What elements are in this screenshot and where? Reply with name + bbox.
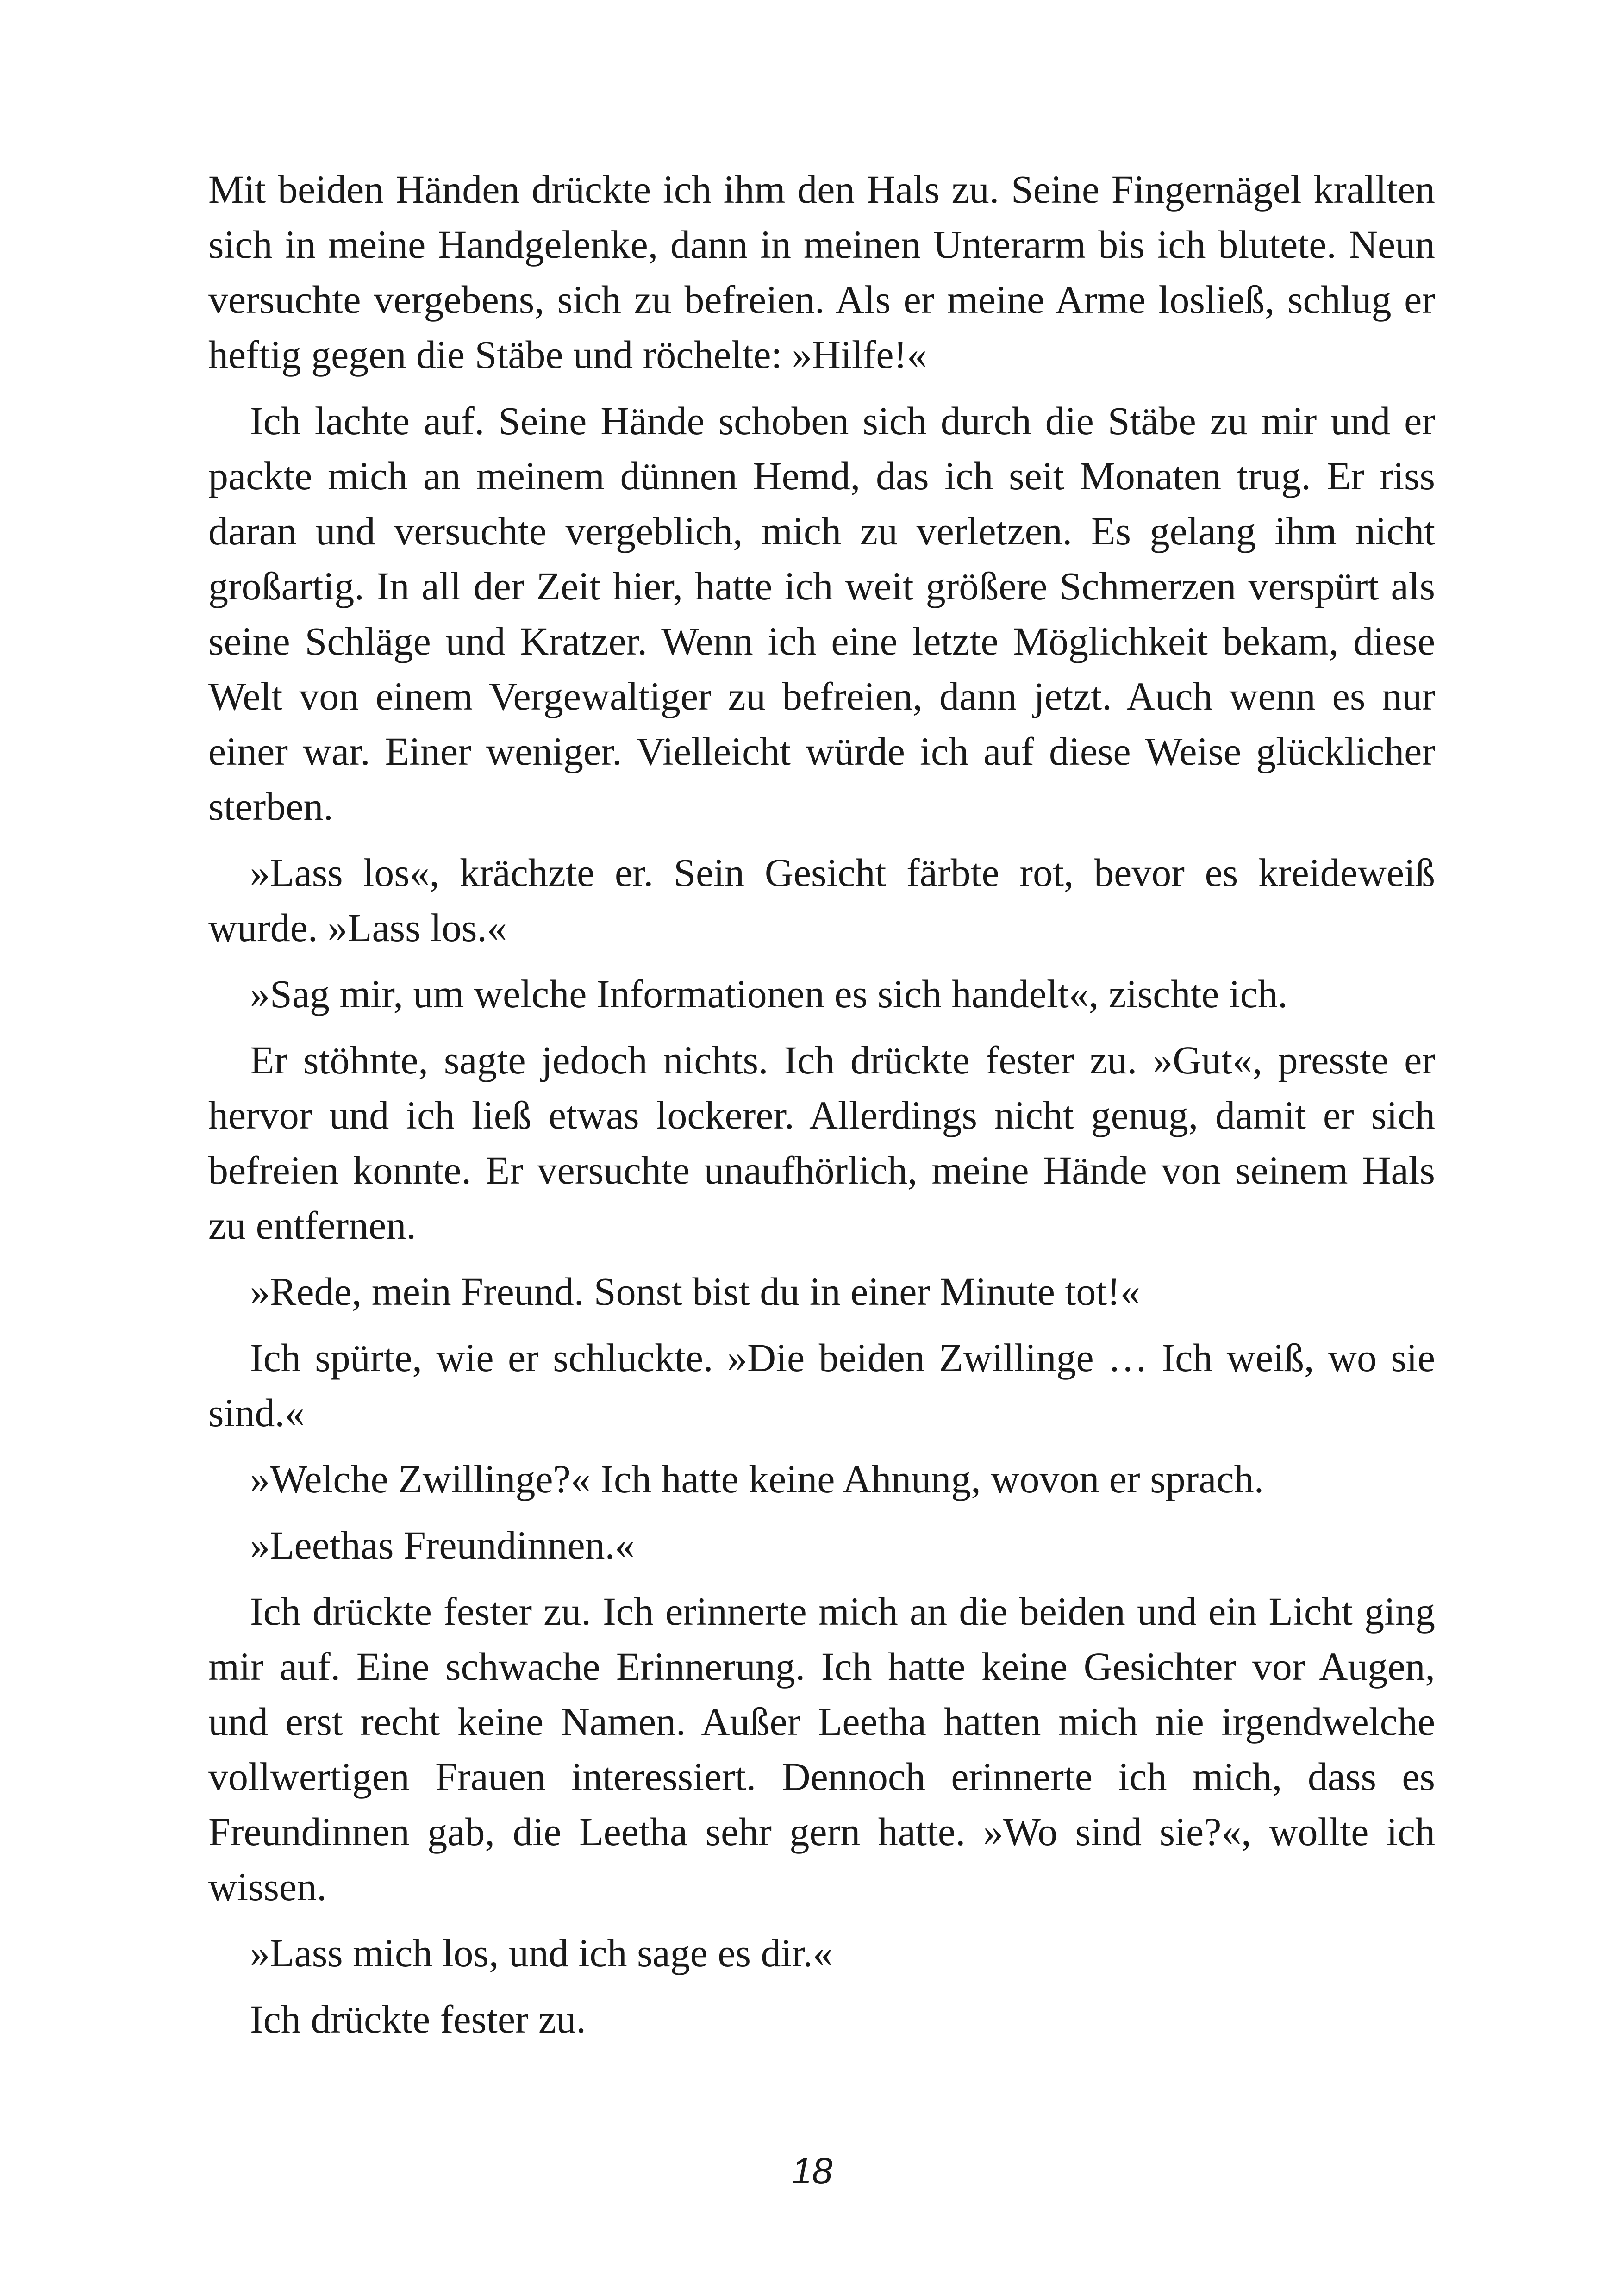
paragraph: Ich drückte fester zu. Ich erinnerte mich an die beiden und ein Licht ging mir auf. Eine schwache Erinnerung. Ich hatte keine Gesichter vor Augen, und erst recht keine Namen. Außer Leetha hatten mich nie irgendwelche vollwertigen Frauen interessiert. Dennoch erinnerte ich mich, dass es Freundinnen gab, die Leetha sehr gern hatte. »Wo sind sie?«, wollte ich wissen. xyxy=(208,1589,1435,1909)
paragraph: »Leethas Freundinnen.« xyxy=(250,1523,635,1567)
paragraph: »Sag mir, um welche Informationen es sich handelt«, zischte ich. xyxy=(250,972,1288,1016)
paragraph: Ich drückte fester zu. xyxy=(250,1997,586,2041)
page-number: 18 xyxy=(791,2150,833,2191)
paragraph: »Welche Zwillinge?« Ich hatte keine Ahnung, wovon er sprach. xyxy=(250,1457,1264,1501)
paragraph: »Lass los«, krächzte er. Sein Gesicht färbte rot, bevor es kreideweiß wurde. »Lass los.« xyxy=(208,850,1435,950)
paragraph: »Lass mich los, und ich sage es dir.« xyxy=(250,1931,833,1975)
paragraph: Mit beiden Händen drückte ich ihm den Hals zu. Seine Fingernägel krallten sich in meine Handgelenke, dann in meinen Unterarm bis ich blutete. Neun versuchte vergebens, sich zu befreien. Als er meine Arme losließ, schlug er heftig gegen die Stäbe und röchelte: »Hilfe!« xyxy=(208,167,1435,377)
paragraph: »Rede, mein Freund. Sonst bist du in einer Minute tot!« xyxy=(250,1269,1140,1314)
paragraph: Ich spürte, wie er schluckte. »Die beiden Zwillinge … Ich weiß, wo sie sind.« xyxy=(208,1335,1435,1435)
body-text xyxy=(208,162,1435,2058)
paragraph: Er stöhnte, sagte jedoch nichts. Ich drückte fester zu. »Gut«, presste er hervor und ich ließ etwas lockerer. Allerdings nicht genug, damit er sich befreien konnte. Er versuchte unaufhörlich, meine Hände von seinem Hals zu entfernen. xyxy=(208,1038,1435,1247)
paragraph: Ich lachte auf. Seine Hände schoben sich durch die Stäbe zu mir und er packte mich an meinem dünnen Hemd, das ich seit Monaten trug. Er riss daran und versuchte vergeblich, mich zu verletzen. Es gelang ihm nicht großartig. In all der Zeit hier, hatte ich weit größere Schmerzen verspürt als seine Schläge und Kratzer. Wenn ich eine letzte Möglichkeit bekam, diese Welt von einem Vergewaltiger zu befreien, dann jetzt. Auch wenn es nur einer war. Einer weniger. Vielleicht würde ich auf diese Weise glücklicher sterben. xyxy=(208,399,1435,829)
